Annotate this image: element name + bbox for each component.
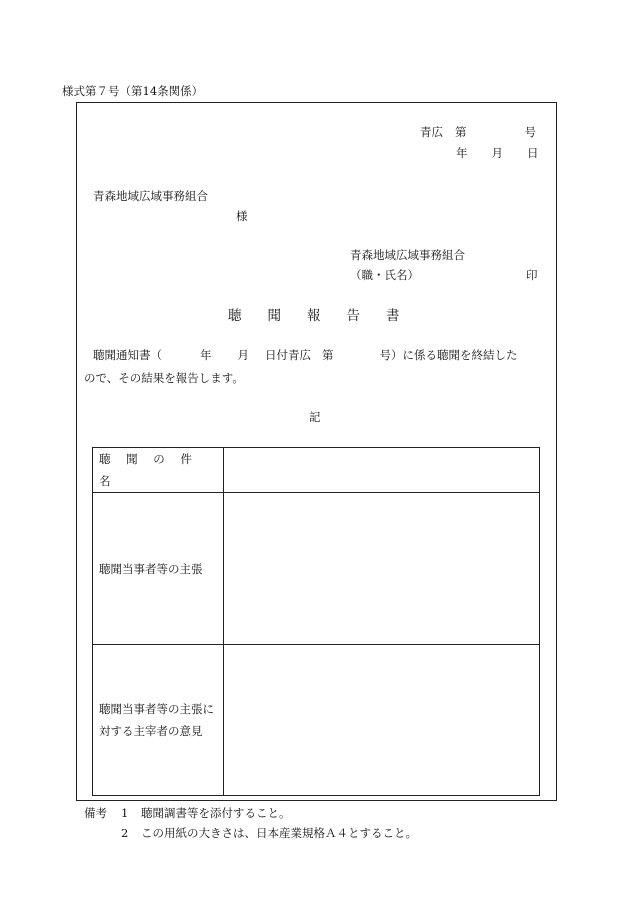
form-number: 様式第７号（第14条関係） <box>62 84 204 98</box>
sender-organization: 青森地域広域事務組合 <box>350 248 465 262</box>
date-line <box>456 148 539 160</box>
presider-opinion-cell <box>224 645 540 796</box>
body-day-ref: 日付青広 <box>265 348 311 362</box>
sender-role: （職・氏名） <box>350 268 419 282</box>
table-row <box>93 493 540 645</box>
body-month: 月 <box>237 348 249 362</box>
body-year: 年 <box>200 348 212 362</box>
party-claims-label: 聴聞当事者等の主張 <box>93 493 224 645</box>
remark-item <box>121 828 417 840</box>
date-month: 月 <box>491 146 503 160</box>
title-char: 聴 <box>228 308 242 324</box>
document-number <box>420 127 536 139</box>
hearing-record-table <box>92 447 540 796</box>
doc-number-go: 号 <box>524 125 536 139</box>
body-text-line-2: ので、その結果を報告します。 <box>84 371 244 385</box>
date-year: 年 <box>456 146 468 160</box>
addressee-honorific: 様 <box>236 209 248 223</box>
remarks-title: 備考 <box>84 806 107 820</box>
remark-text: 聴聞調書等を添付すること。 <box>141 806 291 820</box>
presider-opinion-label: 聴聞当事者等の主張に対する主宰者の意見 <box>93 645 224 796</box>
addressee-organization: 青森地域広域事務組合 <box>93 189 208 203</box>
table-row <box>93 448 540 493</box>
title-char: 報 <box>307 308 321 324</box>
body-dai: 第 <box>322 348 334 362</box>
document-title <box>228 310 400 324</box>
title-char: 書 <box>386 308 400 324</box>
remark-text: この用紙の大きさは、日本産業規格Ａ４とすること。 <box>141 826 417 840</box>
title-char: 告 <box>346 308 360 324</box>
table-row <box>93 645 540 796</box>
title-char: 聞 <box>267 308 281 324</box>
doc-number-prefix: 青広 <box>420 125 443 139</box>
ki-marker: 記 <box>309 410 321 424</box>
body-text-line-1 <box>93 350 518 362</box>
remark-number: 1 <box>121 806 129 820</box>
remark-item <box>121 808 291 820</box>
doc-number-dai: 第 <box>455 125 467 139</box>
body-notice: 聴聞通知書（ <box>93 348 162 362</box>
remark-number: 2 <box>121 826 129 840</box>
case-name-cell <box>224 448 540 493</box>
date-day: 日 <box>527 146 539 160</box>
party-claims-cell <box>224 493 540 645</box>
seal-mark: 印 <box>526 268 538 282</box>
body-end: 号）に係る聴聞を終結した <box>379 348 518 362</box>
case-name-label: 聴 聞 の 件 名 <box>93 448 224 493</box>
